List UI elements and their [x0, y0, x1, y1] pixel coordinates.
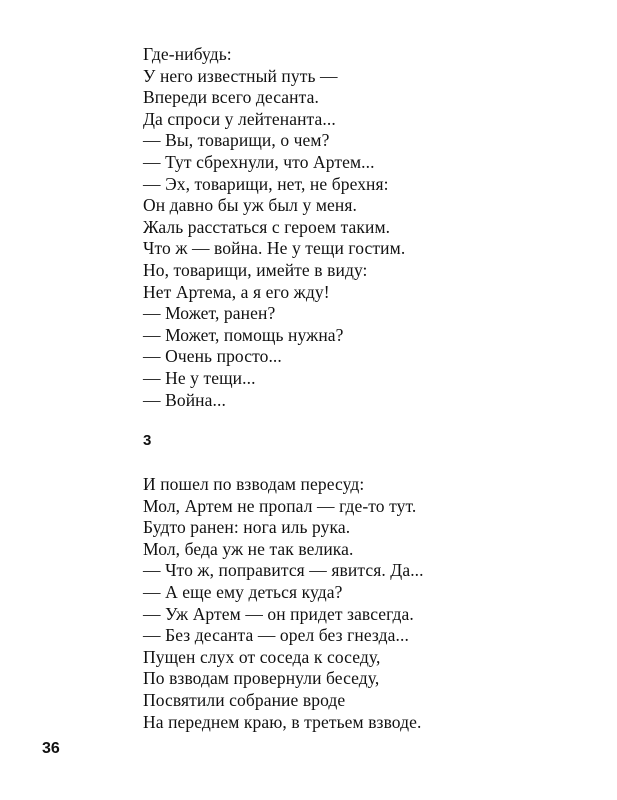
poem-line: — Тут сбрехнули, что Артем... [143, 151, 375, 172]
poem-line: Но, товарищи, имейте в виду: [143, 259, 368, 280]
poem-line: Да спроси у лейтенанта... [143, 108, 336, 129]
poem-line: — Эх, товарищи, нет, не брехня: [143, 173, 389, 194]
poem-line: — Не у тещи... [143, 367, 256, 388]
poem-line: — Вы, товарищи, о чем? [143, 130, 330, 151]
page-number: 36 [42, 740, 60, 757]
poem-line: — Что ж, поправится — явится. Да... [143, 560, 424, 581]
poem-line: — Без десанта — орел без гнезда... [143, 625, 409, 646]
poem-line: По взводам провернули беседу, [143, 668, 380, 689]
poem-line: — Уж Артем — он придет завсегда. [143, 603, 414, 624]
poem-line: Мол, беда уж не так велика. [143, 538, 354, 559]
poem-line: Жаль расстаться с героем таким. [143, 216, 391, 237]
poem-line: Пущен слух от соседа к соседу, [143, 646, 381, 667]
poem-line: — Может, помощь нужна? [143, 324, 344, 345]
poem-line: — А еще ему деться куда? [143, 581, 343, 602]
poem-line: У него известный путь — [143, 65, 338, 86]
poem-line: — Очень просто... [143, 346, 282, 367]
poem-line: Где-нибудь: [143, 44, 232, 64]
poem-line: На переднем краю, в третьем взводе. [143, 711, 422, 732]
poem-line: Мол, Артем не пропал — где-то тут. [143, 495, 417, 516]
poem-line: Что ж — война. Не у тещи гостим. [143, 238, 406, 259]
poem-line: Посвятили собрание вроде [143, 689, 346, 710]
poem-line: — Может, ранен? [143, 303, 276, 324]
poem-line: Нет Артема, а я его жду! [143, 281, 330, 302]
poem-stanza-top [143, 44, 405, 411]
poem-line: — Война... [143, 389, 226, 410]
section-number: 3 [143, 432, 152, 449]
poem-line: Он давно бы уж был у меня. [143, 195, 357, 216]
poem-line: Будто ранен: нога иль рука. [143, 517, 351, 538]
poem-stanza-bottom [143, 474, 424, 733]
poem-line: Впереди всего десанта. [143, 87, 319, 108]
poem-line: И пошел по взводам пересуд: [143, 474, 365, 494]
